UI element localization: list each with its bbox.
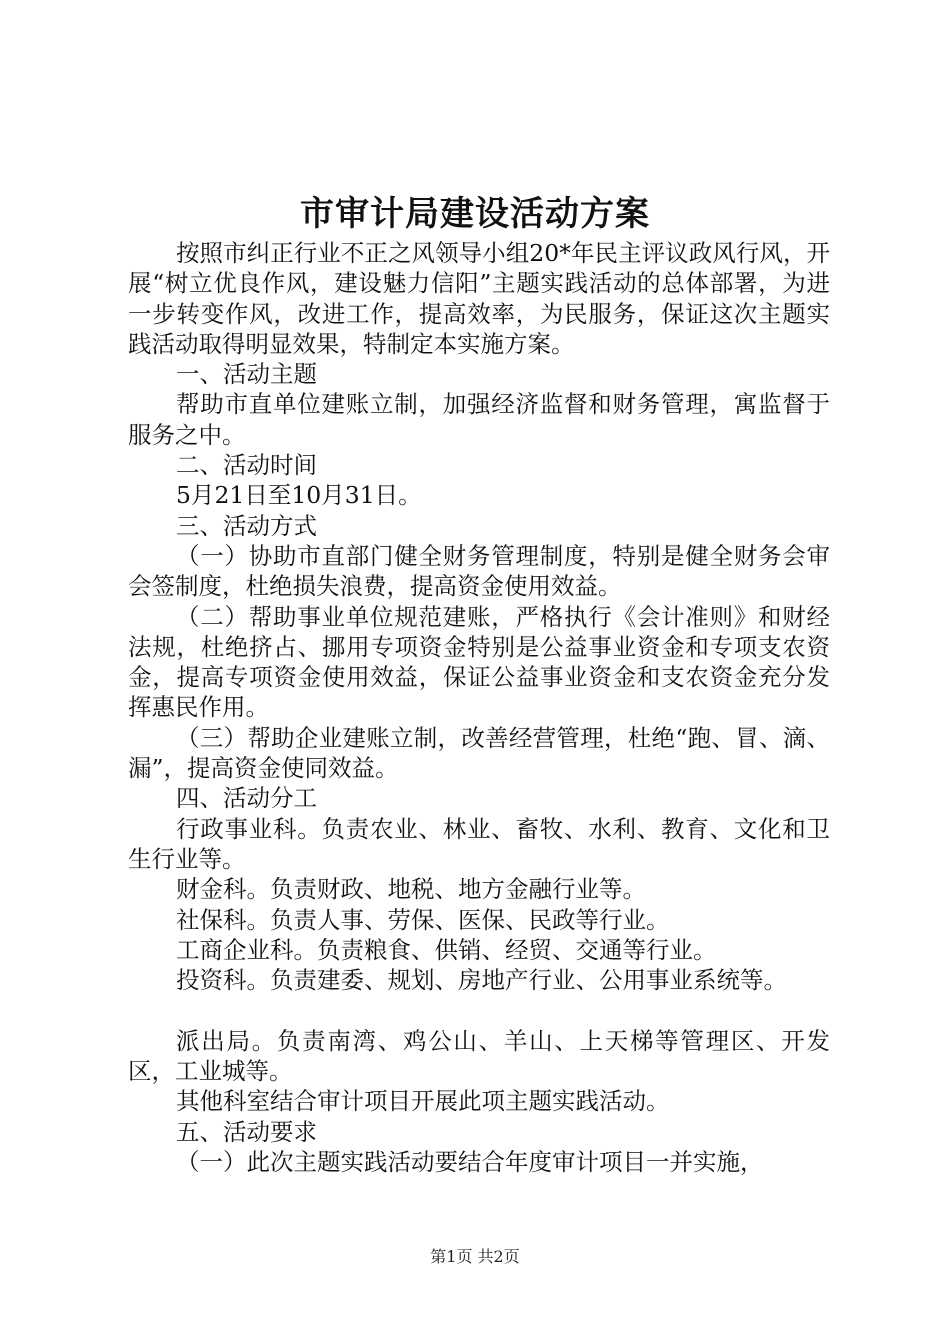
page-indicator: 第1页 共2页: [430, 1247, 520, 1266]
document-title: 市审计局建设活动方案: [300, 194, 650, 234]
division-item-social: 社保科。负责人事、劳保、医保、民政等行业。: [176, 905, 670, 934]
division-item-investment: 投资科。负责建委、规划、房地产行业、公用事业系统等。: [176, 966, 787, 995]
intro-paragraph: 按照市纠正行业不正之风领导小组20*年民主评议政风行风，开展“树立优良作风，建设魅力信阳”主题实践活动的总体部署，为进一步转变作风，改进工作，提高效率，为民服务，保证这次主题实践活动取得明显效果，特制定本实施方案。: [128, 239, 830, 358]
section-heading-theme: 一、活动主题: [176, 360, 317, 389]
method-item-2: （二）帮助事业单位规范建账，严格执行《会计准则》和财经法规，杜绝挤占、挪用专项资金特别是公益事业资金和专项支农资金，提高专项资金使用效益，保证公益事业资金和支农资金充分发挥惠民作用。: [128, 602, 830, 722]
division-item-business: 工商企业科。负责粮食、供销、经贸、交通等行业。: [176, 935, 717, 964]
section-heading-division: 四、活动分工: [176, 784, 317, 813]
theme-paragraph: 帮助市直单位建账立制，加强经济监督和财务管理，寓监督于服务之中。: [128, 390, 830, 449]
division-item-branch: 派出局。负责南湾、鸡公山、羊山、上天梯等管理区、开发区，工业城等。: [128, 1026, 830, 1086]
division-item-admin: 行政事业科。负责农业、林业、畜牧、水利、教育、文化和卫生行业等。: [128, 814, 830, 873]
requirement-item-1: （一）此次主题实践活动要结合年度审计项目一并实施，: [176, 1147, 764, 1176]
time-paragraph: 5月21日至10月31日。: [176, 481, 422, 510]
section-heading-requirements: 五、活动要求: [176, 1117, 317, 1146]
method-item-1: （一）协助市直部门健全财务管理制度，特别是健全财务会审会签制度，杜绝损失浪费，提高资金使用效益。: [128, 541, 830, 601]
method-item-3: （三）帮助企业建账立制，改善经营管理，杜绝“跑、冒、滴、漏”，提高资金使同效益。: [128, 723, 830, 783]
division-item-finance: 财金科。负责财政、地税、地方金融行业等。: [176, 875, 646, 904]
section-heading-method: 三、活动方式: [176, 511, 317, 540]
section-heading-time: 二、活动时间: [176, 451, 317, 480]
blank-line: [128, 995, 830, 1025]
document-body: [128, 238, 830, 1177]
division-item-other: 其他科室结合审计项目开展此项主题实践活动。: [176, 1087, 670, 1116]
